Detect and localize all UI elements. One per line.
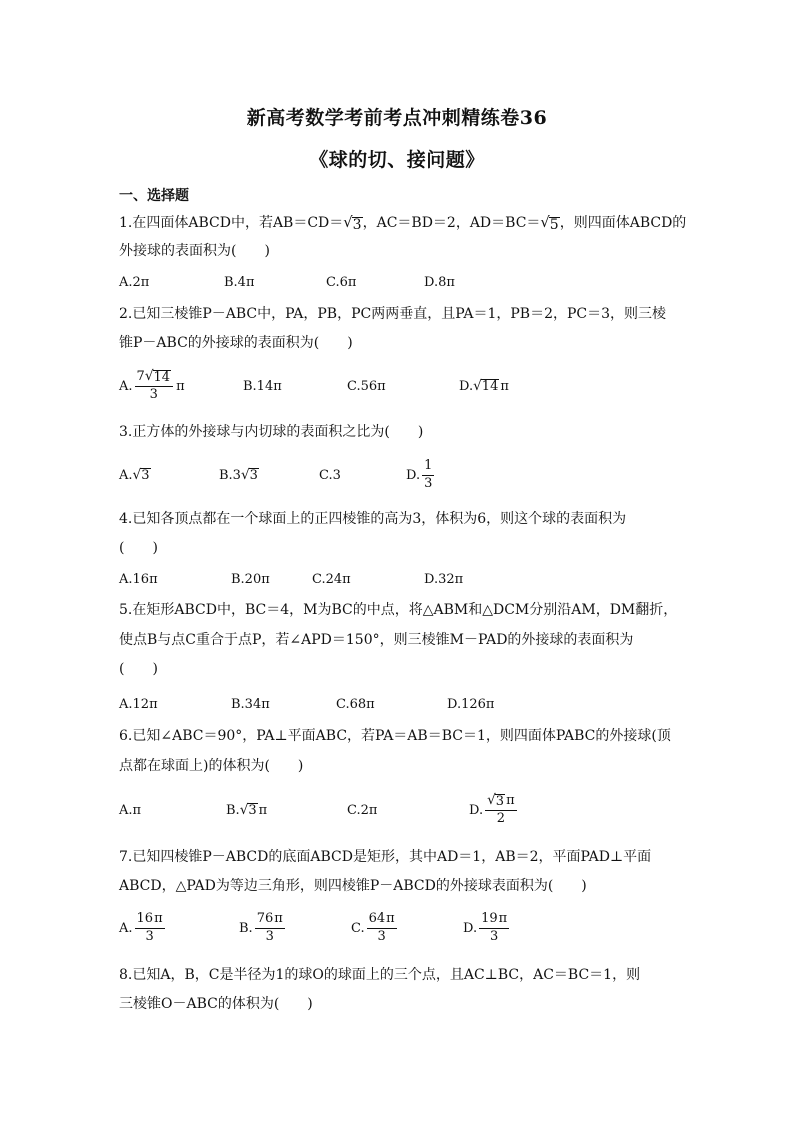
question-2-option-a: A. 7 √ 14 3 π <box>119 368 185 402</box>
question-4-option-d: D.32π <box>424 571 464 587</box>
question-2-options <box>119 366 719 406</box>
question-4-options <box>119 559 719 599</box>
fraction: 76 π 3 <box>256 910 283 944</box>
question-5-line-3: ( ) <box>119 661 158 677</box>
question-4-line-2: ( ) <box>119 540 158 556</box>
question-6-option-c: C.2π <box>347 802 378 818</box>
question-2-line-1: 2.已知三棱锥P－ABC中，PA，PB，PC两两垂直，且PA＝1，PB＝2，PC＝3，则三棱 <box>119 306 667 322</box>
question-1-options <box>119 262 719 302</box>
question-5-option-b: B.34π <box>231 696 270 712</box>
fraction: 7 √ 14 3 <box>135 369 174 403</box>
question-4-option-c: C.24π <box>312 571 351 587</box>
question-4-option-b: B.20π <box>231 571 270 587</box>
question-5-option-c: C.68π <box>336 696 375 712</box>
question-7-option-c: C. 64 π 3 <box>351 910 395 944</box>
question-7-line-2: ABCD，△PAD为等边三角形，则四棱锥P－ABCD的外接球表面积为( ) <box>119 878 587 894</box>
fraction: $\frac{1}{3}$ <box>424 457 433 491</box>
question-7-option-b: B. 76 π 3 <box>239 910 283 944</box>
sqrt-3: √ 3 <box>343 214 362 233</box>
question-5-line-1: 5.在矩形ABCD中，BC＝4，M为BC的中点，将△ABM和△DCM分别沿AM，DM翻折， <box>119 602 678 618</box>
question-1-option-d: D.8π <box>424 274 455 290</box>
question-2-option-c: C.56π <box>347 378 386 394</box>
sqrt-5: √ 5 <box>540 214 559 233</box>
question-5-line-2: 使点B与点C重合于点P，若∠APD＝150°，则三棱锥M－PAD的外接球的表面积为 <box>119 632 634 648</box>
question-7-line-1: 7.已知四棱锥P－ABCD的底面ABCD是矩形，其中AD＝1，AB＝2，平面PAD⊥平面 <box>119 849 652 865</box>
section-heading: 一、选择题 <box>119 188 189 204</box>
question-1-option-a: A.2π <box>119 274 150 290</box>
question-3-option-d: D. $\frac{1}{3}$ <box>406 457 433 491</box>
question-4-line-1: 4.已知各顶点都在一个球面上的正四棱锥的高为3，体积为6，则这个球的表面积为 <box>119 511 627 527</box>
question-2-option-d: D. √ 14 π <box>459 378 509 394</box>
question-6-option-a: A.π <box>119 802 142 818</box>
question-6-options <box>119 790 719 830</box>
fraction: 64 π 3 <box>368 910 395 944</box>
question-8-line-1: 8.已知A，B，C是半径为1的球O的球面上的三个点，且AC⊥BC，AC＝BC＝1，则 <box>119 967 641 983</box>
page-subtitle: 《球的切、接问题》 <box>309 149 485 171</box>
page-title: 新高考数学考前考点冲刺精练卷36 <box>246 107 548 129</box>
question-6-line-2: 点都在球面上)的体积为( ) <box>119 758 304 774</box>
question-6-line-1: 6.已知∠ABC＝90°，PA⊥平面ABC，若PA＝AB＝BC＝1，则四面体PABC的外接球(顶 <box>119 728 671 744</box>
question-6-option-d: D. √ 3 π 2 <box>469 792 515 826</box>
question-5-option-a: A.12π <box>119 696 158 712</box>
question-3-option-a: A. √ 3 <box>119 467 150 483</box>
question-3-options <box>119 455 719 495</box>
question-2-option-b: B.14π <box>243 378 282 394</box>
question-1-option-c: C.6π <box>326 274 357 290</box>
question-3-line-1: 3.正方体的外接球与内切球的表面积之比为( ) <box>119 424 424 440</box>
question-7-option-d: D. 19 π 3 <box>463 910 508 944</box>
question-4-option-a: A.16π <box>119 571 158 587</box>
question-1-option-b: B.4π <box>224 274 255 290</box>
question-1-line-2: 外接球的表面积为( ) <box>119 243 270 259</box>
question-1-line-1: 1.在四面体ABCD中，若AB＝CD＝ √ 3 ，AC＝BD＝2，AD＝BC＝ √ 5 ，则四面体ABCD的 <box>119 214 687 233</box>
question-5-options <box>119 684 719 724</box>
fraction: 16 π 3 <box>136 910 163 944</box>
question-7-option-a: A. 16 π 3 <box>119 910 163 944</box>
question-6-option-b: B. √ 3 π <box>226 802 268 818</box>
question-3-option-c: C.3 <box>319 467 341 483</box>
fraction: √ 3 π 2 <box>487 792 515 826</box>
question-8-line-2: 三棱锥O－ABC的体积为( ) <box>119 996 313 1012</box>
question-5-option-d: D.126π <box>447 696 495 712</box>
fraction: 19 π 3 <box>481 910 508 944</box>
question-7-options <box>119 908 719 948</box>
question-3-option-b: B.3 √ 3 <box>219 467 258 483</box>
question-2-line-2: 锥P－ABC的外接球的表面积为( ) <box>119 335 353 351</box>
